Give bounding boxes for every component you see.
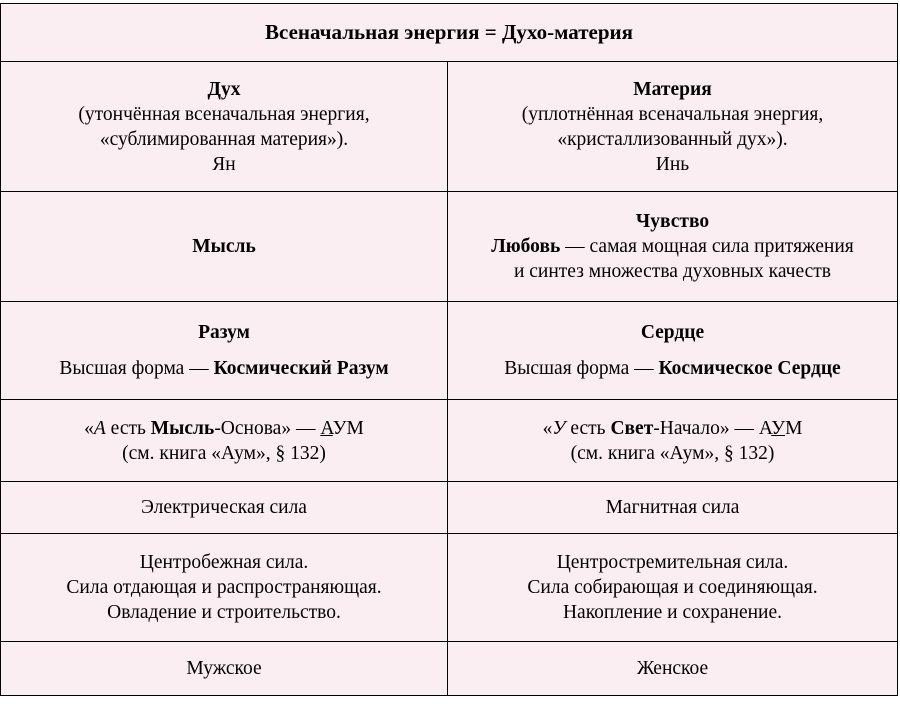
electric-force-cell bbox=[1, 482, 448, 534]
spirit-line-3: Ян bbox=[212, 153, 236, 175]
magnetic-force: Магнитная сила bbox=[605, 497, 740, 518]
table-title-cell bbox=[1, 4, 898, 62]
aum-u-text-2: -Начало» — bbox=[653, 417, 759, 439]
aum-word-before: А bbox=[758, 417, 772, 439]
spirit-heading: Дух bbox=[207, 78, 241, 100]
table-title: Всеначальная энергия = Духо-материя bbox=[265, 19, 633, 44]
magnetic-force-cell bbox=[448, 482, 898, 534]
love-line bbox=[456, 234, 889, 259]
aum-a-text-2: -Основа» — bbox=[214, 417, 321, 439]
aum-u-reference: (см. книга «Аум», § 132) bbox=[570, 442, 775, 464]
table-row bbox=[1, 534, 898, 642]
aum-word-after: М bbox=[785, 417, 803, 439]
spirit-line-2: «сублимированная материя»). bbox=[99, 128, 349, 150]
table-row bbox=[1, 482, 898, 534]
matter-line-2: «кристаллизованный дух»). bbox=[557, 128, 788, 150]
electric-force: Электрическая сила bbox=[141, 497, 307, 518]
matter-line-1: (уплотнённая всеначальная энергия, bbox=[521, 103, 824, 125]
heart-prefix: Высшая форма — bbox=[504, 358, 659, 379]
aum-word-after: УМ bbox=[332, 417, 364, 439]
table-row bbox=[1, 642, 898, 696]
mind-highest-form bbox=[9, 356, 439, 381]
aum-u-text-1: есть bbox=[565, 417, 611, 439]
centripetal-line-1: Центростремительная сила. bbox=[556, 552, 789, 573]
spirit-line-1: (утончённая всеначальная энергия, bbox=[78, 103, 370, 125]
aum-a-reference: (см. книга «Аум», § 132) bbox=[122, 442, 326, 464]
matter-cell bbox=[448, 62, 898, 192]
heart-highest-form bbox=[456, 356, 889, 381]
love-word: Любовь bbox=[491, 236, 561, 257]
centripetal-cell bbox=[448, 534, 898, 642]
feminine: Женское bbox=[636, 658, 709, 679]
spacer bbox=[456, 345, 889, 356]
table-row bbox=[1, 400, 898, 482]
feeling-line-2: и синтез множества духовных качеств bbox=[513, 261, 832, 282]
spacer bbox=[9, 345, 439, 356]
heart-cell bbox=[448, 302, 898, 400]
aum-a-statement bbox=[9, 416, 439, 441]
centrifugal-cell bbox=[1, 534, 448, 642]
centrifugal-line-2: Сила отдающая и распространяющая. bbox=[66, 577, 382, 598]
thought-heading: Мысль bbox=[192, 236, 256, 257]
aum-underlined-letter: У bbox=[771, 417, 786, 439]
masculine-cell bbox=[1, 642, 448, 696]
feminine-cell bbox=[448, 642, 898, 696]
mind-heading: Разум bbox=[198, 322, 250, 343]
heart-heading: Сердце bbox=[640, 322, 705, 343]
centrifugal-line-3: Овладение и строительство. bbox=[107, 602, 341, 623]
centripetal-line-3: Накопление и сохранение. bbox=[562, 602, 783, 623]
quote-open: « bbox=[542, 417, 553, 439]
table-row bbox=[1, 62, 898, 192]
feeling-cell bbox=[448, 192, 898, 302]
letter-u: У bbox=[552, 417, 566, 439]
mind-cell bbox=[1, 302, 448, 400]
aum-underlined-letter: А bbox=[320, 417, 333, 439]
quote-open: « bbox=[84, 417, 94, 439]
cosmic-mind: Космический Разум bbox=[213, 358, 389, 379]
masculine: Мужское bbox=[186, 658, 262, 679]
table-row bbox=[1, 302, 898, 400]
matter-line-3: Инь bbox=[655, 153, 690, 175]
centrifugal-line-1: Центробежная сила. bbox=[139, 552, 309, 573]
aum-a-cell bbox=[1, 400, 448, 482]
letter-a: А bbox=[93, 417, 106, 439]
feeling-heading: Чувство bbox=[635, 211, 710, 232]
mind-prefix: Высшая форма — bbox=[59, 358, 214, 379]
title-row bbox=[1, 4, 898, 62]
love-description: — самая мощная сила притяжения bbox=[560, 236, 854, 257]
aum-a-text-1: есть bbox=[105, 417, 151, 439]
centripetal-line-2: Сила собирающая и соединяющая. bbox=[527, 577, 818, 598]
thought-word: Мысль bbox=[150, 417, 215, 439]
table-row bbox=[1, 192, 898, 302]
thought-cell bbox=[1, 192, 448, 302]
cosmic-heart: Космическое Сердце bbox=[658, 358, 841, 379]
comparison-table bbox=[0, 3, 898, 696]
matter-heading: Материя bbox=[633, 78, 712, 100]
light-word: Свет bbox=[610, 417, 654, 439]
aum-u-statement bbox=[456, 416, 889, 441]
spirit-cell bbox=[1, 62, 448, 192]
aum-u-cell bbox=[448, 400, 898, 482]
